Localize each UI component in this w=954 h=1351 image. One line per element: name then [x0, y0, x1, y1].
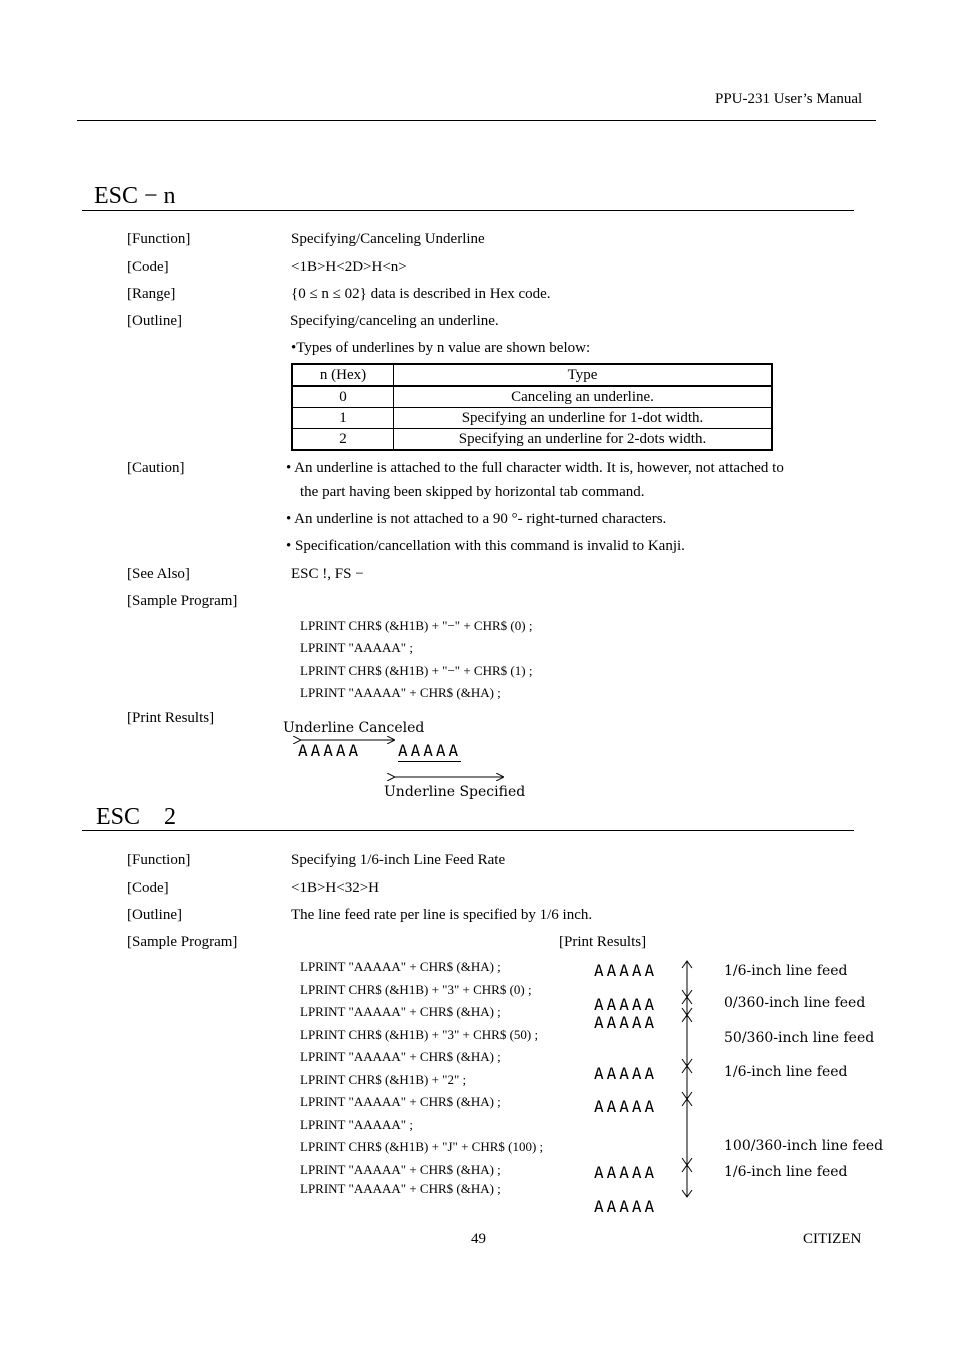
print-a-no-underline: AAAAA — [298, 741, 362, 760]
sample-program-label: [Sample Program] — [127, 934, 238, 950]
outline-text: The line feed rate per line is specified by 1/6 inch. — [291, 907, 593, 923]
see-also-label: [See Also] — [127, 566, 190, 582]
sample-line: LPRINT CHR$ (&H1B) + "3" + CHR$ (50) ; — [300, 1027, 539, 1042]
table-header-type: Type — [394, 364, 773, 386]
manual-title: PPU-231 User’s Manual — [715, 91, 863, 107]
caution-label: [Caution] — [127, 460, 185, 476]
print-results-label: [Print Results] — [559, 934, 647, 950]
print-row: AAAAA — [594, 1013, 658, 1032]
sample-line: LPRINT "AAAAA" + CHR$ (&HA) ; — [300, 1181, 501, 1196]
print-row: AAAAA — [594, 1163, 658, 1182]
caution-line-3: • Specification/cancellation with this command is invalid to Kanji. — [286, 538, 685, 554]
section-title-esc-minus: ESC − n — [94, 183, 176, 209]
sample-line: LPRINT CHR$ (&H1B) + "3" + CHR$ (0) ; — [300, 982, 532, 997]
sample-line: LPRINT "AAAAA" + CHR$ (&HA) ; — [300, 1049, 501, 1064]
table-cell-n: 0 — [292, 386, 394, 408]
caution-line-1b: the part having been skipped by horizontal tab command. — [300, 484, 645, 500]
table-cell-n: 2 — [292, 429, 394, 451]
sample-line: LPRINT "AAAAA" + CHR$ (&HA) ; — [300, 1004, 501, 1019]
feed-label: 1/6-inch line feed — [724, 1164, 848, 1180]
page-number: 49 — [471, 1231, 486, 1247]
code-label: [Code] — [127, 259, 169, 275]
print-row: AAAAA — [594, 995, 658, 1014]
function-text: Specifying/Canceling Underline — [291, 231, 485, 247]
table-cell-type: Specifying an underline for 1-dot width. — [394, 408, 773, 429]
underline-canceled-label: Underline Canceled — [283, 720, 425, 736]
feed-label: 50/360-inch line feed — [724, 1030, 875, 1046]
underline-specified-label: Underline Specified — [384, 784, 526, 800]
feed-label: 100/360-inch line feed — [724, 1138, 884, 1154]
table-cell-type: Specifying an underline for 2-dots width. — [394, 429, 773, 451]
sample-line: LPRINT "AAAAA" + CHR$ (&HA) ; — [300, 1162, 501, 1177]
sample-line: LPRINT "AAAAA" ; — [300, 1117, 413, 1132]
sample-line: LPRINT "AAAAA" ; — [300, 640, 413, 655]
sample-program-label: [Sample Program] — [127, 593, 238, 609]
range-label: [Range] — [127, 286, 176, 302]
section-title-esc-2: ESC 2 — [96, 804, 177, 830]
outline-text: Specifying/canceling an underline. — [290, 313, 499, 329]
function-label: [Function] — [127, 852, 191, 868]
sample-line: LPRINT CHR$ (&H1B) + "−" + CHR$ (0) ; — [300, 618, 533, 633]
code-label: [Code] — [127, 880, 169, 896]
sample-line: LPRINT "AAAAA" + CHR$ (&HA) ; — [300, 685, 501, 700]
table-header-n: n (Hex) — [292, 364, 394, 386]
code-text: <1B>H<2D>H<n> — [291, 259, 407, 275]
outline-label: [Outline] — [127, 907, 182, 923]
print-a-underlined: AAAAA — [398, 741, 462, 760]
function-text: Specifying 1/6-inch Line Feed Rate — [291, 852, 506, 868]
range-text: {0 ≤ n ≤ 02} data is described in Hex code. — [291, 286, 551, 302]
print-row: AAAAA — [594, 1097, 658, 1116]
caution-line-1a: • An underline is attached to the full character width. It is, however, not attached to — [286, 460, 784, 476]
code-text: <1B>H<32>H — [291, 880, 380, 896]
caution-line-2: • An underline is not attached to a 90 °- right-turned characters. — [286, 511, 667, 527]
feed-label: 0/360-inch line feed — [724, 995, 866, 1011]
table-cell-type: Canceling an underline. — [394, 386, 773, 408]
sample-line: LPRINT "AAAAA" + CHR$ (&HA) ; — [300, 959, 501, 974]
outline-bullet: •Types of underlines by n value are shown below: — [291, 340, 591, 356]
feed-label: 1/6-inch line feed — [724, 963, 848, 979]
table-cell-n: 1 — [292, 408, 394, 429]
outline-label: [Outline] — [127, 313, 182, 329]
see-also-text: ESC !, FS − — [291, 566, 364, 582]
print-row: AAAAA — [594, 1197, 658, 1216]
print-row: AAAAA — [594, 1064, 658, 1083]
print-results-label: [Print Results] — [127, 710, 215, 726]
function-label: [Function] — [127, 231, 191, 247]
print-row: AAAAA — [594, 961, 658, 980]
sample-line: LPRINT CHR$ (&H1B) + "2" ; — [300, 1072, 467, 1087]
sample-line: LPRINT "AAAAA" + CHR$ (&HA) ; — [300, 1094, 501, 1109]
sample-line: LPRINT CHR$ (&H1B) + "−" + CHR$ (1) ; — [300, 663, 533, 678]
sample-line: LPRINT CHR$ (&H1B) + "J" + CHR$ (100) ; — [300, 1139, 544, 1154]
brand-name: CITIZEN — [803, 1231, 862, 1247]
feed-label: 1/6-inch line feed — [724, 1064, 848, 1080]
